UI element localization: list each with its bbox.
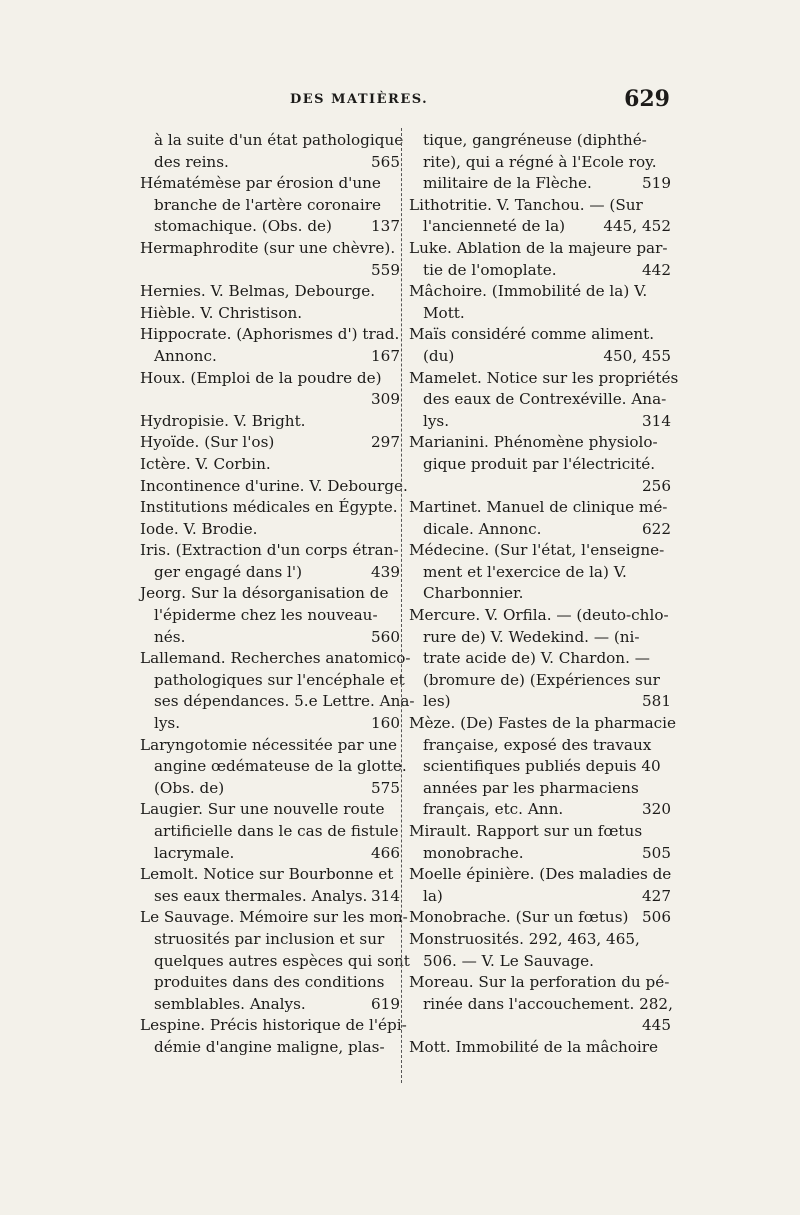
index-line: [409, 1015, 671, 1037]
index-entry-text: des eaux de Contrexéville. Ana-: [423, 390, 667, 409]
index-entry-text: Lallemand. Recherches anatomico-: [140, 649, 411, 668]
index-line: [140, 821, 400, 843]
index-line: [409, 281, 671, 303]
page-reference: 450, 455: [603, 346, 671, 365]
page-reference: 505: [642, 843, 671, 862]
index-entry-text: Monstruosités. 292, 463, 465,: [409, 929, 640, 948]
index-entry-text: tique, gangréneuse (diphthé-: [423, 131, 647, 149]
index-entry-text: Laryngotomie nécessitée par une: [140, 735, 397, 754]
page-reference: 445, 452: [603, 217, 671, 236]
index-entry-text: Institutions médicales en Égypte.: [140, 498, 398, 517]
index-line: [140, 843, 400, 865]
index-line: [409, 152, 671, 174]
index-entry-text: trate acide de) V. Chardon. —: [423, 649, 650, 668]
index-entry-text: Laugier. Sur une nouvelle route: [140, 800, 385, 819]
index-entry-text: rinée dans l'accouchement. 282,: [423, 994, 673, 1013]
index-entry-text: Mamelet. Notice sur les propriétés: [409, 368, 679, 387]
index-entry-text: Mirault. Rapport sur un fœtus: [409, 822, 643, 840]
index-line: [409, 216, 671, 238]
page-reference: 445: [642, 1016, 671, 1035]
index-entry-text: Moreau. Sur la perforation du pé-: [409, 973, 670, 992]
index-entry-text: militaire de la Flèche.: [423, 174, 592, 193]
index-line: [409, 713, 676, 735]
index-entry-text: Monobrache. (Sur un fœtus): [409, 908, 629, 927]
index-line: [409, 432, 671, 454]
page-reference: 427: [642, 886, 671, 905]
index-line: [409, 929, 671, 951]
index-line: [140, 411, 400, 433]
index-line: [409, 389, 671, 411]
index-entry-text: (bromure de) (Expériences sur: [423, 670, 660, 689]
index-entry-text: Le Sauvage. Mémoire sur les mon-: [140, 908, 408, 927]
index-entry-text: Iode. V. Brodie.: [140, 519, 258, 538]
index-column-left: [140, 130, 415, 1059]
index-line: [409, 195, 671, 217]
page-reference: 559: [371, 260, 400, 279]
page-reference: 581: [642, 692, 671, 711]
index-entry-text: les): [423, 692, 451, 711]
index-entry-text: produites dans des conditions: [154, 973, 385, 992]
index-line: [409, 324, 671, 346]
index-entry-text: Luke. Ablation de la majeure par-: [409, 238, 668, 257]
index-entry-text: Hippocrate. (Aphorismes d') trad.: [140, 325, 400, 344]
index-line: [140, 152, 400, 174]
index-line: [409, 627, 671, 649]
index-entry-text: lys.: [154, 714, 181, 733]
page-reference: 506: [642, 908, 671, 927]
page-reference: 622: [642, 519, 671, 538]
index-entry-text: Marianini. Phénomène physiolo-: [409, 433, 658, 452]
index-entry-text: Moelle épinière. (Des maladies de: [409, 865, 672, 884]
index-entry-text: la): [423, 886, 443, 905]
page-reference: 466: [371, 843, 400, 862]
page-header: [140, 86, 670, 120]
index-column-right: [409, 130, 679, 1059]
running-title: DES MATIÈRES.: [290, 92, 429, 107]
index-entry-text: quelques autres espèces qui sont: [154, 951, 410, 970]
index-line: [140, 324, 400, 346]
index-entry-text: rure de) V. Wedekind. — (ni-: [423, 627, 640, 646]
index-line: [409, 799, 671, 821]
index-entry-text: Ictère. V. Corbin.: [140, 454, 271, 473]
index-line: [409, 886, 671, 908]
index-line: [409, 238, 671, 260]
page-reference: 442: [642, 260, 671, 279]
index-entry-text: rite), qui a régné à l'Ecole roy.: [423, 152, 657, 171]
index-entry-text: française, exposé des travaux: [423, 735, 652, 754]
page-number: 629: [624, 86, 670, 112]
index-line: [409, 843, 671, 865]
index-entry-text: Hydropisie. V. Bright.: [140, 411, 306, 430]
index-entry-text: (du): [423, 346, 455, 365]
index-line: [409, 605, 671, 627]
index-entry-text: struosités par inclusion et sur: [154, 929, 385, 948]
index-line: [140, 648, 411, 670]
index-line: [140, 216, 400, 238]
index-entry-text: monobrache.: [423, 843, 524, 862]
index-line: [140, 864, 400, 886]
index-line: [140, 799, 400, 821]
index-line: [140, 389, 400, 411]
index-line: [140, 454, 400, 476]
index-line: [140, 540, 400, 562]
index-line: [409, 907, 671, 929]
index-line: [140, 907, 408, 929]
index-line: [140, 994, 400, 1016]
index-line: [140, 1037, 400, 1059]
index-line: [409, 735, 671, 757]
index-line: [409, 562, 671, 584]
index-line: [140, 756, 407, 778]
index-entry-text: Hièble. V. Christison.: [140, 303, 303, 322]
index-entry-text: Hyoïde. (Sur l'os): [140, 433, 275, 452]
index-line: [140, 605, 400, 627]
index-line: [140, 497, 400, 519]
index-line: [409, 454, 671, 476]
index-line: [140, 929, 400, 951]
index-line: [409, 864, 671, 886]
index-line: [409, 260, 671, 282]
index-line: [140, 886, 400, 908]
index-line: [140, 735, 400, 757]
index-line: [409, 583, 671, 605]
index-entry-text: l'épiderme chez les nouveau-: [154, 606, 378, 625]
index-line: [140, 778, 400, 800]
index-entry-text: Incontinence d'urine. V. Debourge.: [140, 476, 408, 495]
index-line: [409, 497, 671, 519]
index-line: [409, 303, 671, 325]
index-entry-text: des reins.: [154, 152, 229, 171]
index-line: [140, 951, 410, 973]
index-line: [409, 778, 671, 800]
index-line: [140, 432, 400, 454]
index-entry-text: Maïs considéré comme aliment.: [409, 325, 655, 344]
index-line: [409, 951, 671, 973]
page-reference: 314: [642, 411, 671, 430]
index-line: [409, 972, 671, 994]
index-entry-text: Lithotritie. V. Tanchou. — (Sur: [409, 195, 643, 214]
page-reference: 309: [371, 390, 400, 409]
index-entry-text: Hermaphrodite (sur une chèvre).: [140, 238, 396, 257]
index-entry-text: dicale. Annonc.: [423, 519, 542, 538]
index-entry-text: Lemolt. Notice sur Bourbonne et: [140, 865, 394, 884]
page-reference: 575: [371, 778, 400, 797]
index-line: [140, 691, 415, 713]
index-line: [409, 476, 671, 498]
index-line: [140, 583, 400, 605]
index-entry-text: français, etc. Ann.: [423, 800, 564, 819]
index-line: [140, 627, 400, 649]
index-entry-text: scientifiques publiés depuis 40: [423, 757, 661, 776]
index-line: [409, 994, 671, 1016]
index-line: [140, 368, 400, 390]
index-line: [140, 1015, 407, 1037]
index-line: [409, 540, 671, 562]
index-line: [409, 173, 671, 195]
index-line: [140, 303, 400, 325]
index-entry-text: pathologiques sur l'encéphale et: [154, 670, 405, 689]
index-entry-text: Mott. Immobilité de la mâchoire: [409, 1037, 658, 1056]
index-line: [140, 130, 404, 152]
index-line: [140, 476, 408, 498]
index-line: [409, 519, 671, 541]
index-entry-text: branche de l'artère coronaire: [154, 195, 381, 214]
index-line: [409, 1037, 671, 1059]
index-entry-text: Lespine. Précis historique de l'épi-: [140, 1016, 407, 1035]
index-line: [140, 346, 400, 368]
index-line: [140, 670, 405, 692]
index-line: [409, 648, 671, 670]
index-entry-text: nés.: [154, 627, 186, 646]
index-line: [409, 130, 671, 152]
page-reference: 320: [642, 800, 671, 819]
index-entry-text: lacrymale.: [154, 843, 235, 862]
index-entry-text: ger engagé dans l'): [154, 562, 303, 581]
page-reference: 439: [371, 562, 400, 581]
index-line: [409, 821, 671, 843]
page-reference: 256: [642, 476, 671, 495]
index-entry-text: ses dépendances. 5.e Lettre. Ana-: [154, 692, 415, 711]
index-entry-text: tie de l'omoplate.: [423, 260, 557, 279]
page-reference: 560: [371, 627, 400, 646]
index-entry-text: Annonc.: [154, 346, 217, 365]
index-line: [409, 756, 671, 778]
index-line: [140, 519, 400, 541]
index-entry-text: angine œdémateuse de la glotte.: [154, 757, 407, 776]
index-entry-text: Iris. (Extraction d'un corps étran-: [140, 541, 399, 560]
index-line: [140, 713, 400, 735]
index-entry-text: Jeorg. Sur la désorganisation de: [140, 584, 389, 603]
index-entry-text: Médecine. (Sur l'état, l'enseigne-: [409, 541, 665, 560]
index-line: [409, 368, 679, 390]
page-reference: 519: [642, 174, 671, 193]
index-line: [140, 238, 400, 260]
index-entry-text: années par les pharmaciens: [423, 778, 639, 797]
index-line: [409, 691, 671, 713]
index-line: [140, 195, 400, 217]
index-entry-text: semblables. Analys.: [154, 994, 306, 1013]
index-entry-text: (Obs. de): [154, 778, 225, 797]
page-reference: 167: [371, 346, 400, 365]
index-line: [140, 173, 400, 195]
index-entry-text: démie d'angine maligne, plas-: [154, 1037, 385, 1056]
page-reference: 137: [371, 217, 400, 236]
index-line: [409, 411, 671, 433]
index-entry-text: Charbonnier.: [423, 584, 524, 603]
index-entry-text: stomachique. (Obs. de): [154, 217, 332, 236]
page-reference: 619: [371, 994, 400, 1013]
column-divider: [401, 128, 403, 1083]
index-entry-text: Mott.: [423, 303, 465, 322]
index-entry-text: Martinet. Manuel de clinique mé-: [409, 498, 668, 517]
index-entry-text: Houx. (Emploi de la poudre de): [140, 368, 382, 387]
page-reference: 314: [371, 886, 400, 905]
index-line: [140, 260, 400, 282]
index-entry-text: artificielle dans le cas de fistule: [154, 822, 399, 840]
index-line: [140, 562, 400, 584]
page-reference: 565: [371, 152, 400, 171]
page-reference: 297: [371, 433, 400, 452]
index-entry-text: Mercure. V. Orfila. — (deuto-chlo-: [409, 606, 669, 625]
index-line: [409, 346, 671, 368]
index-entry-text: gique produit par l'électricité.: [423, 454, 656, 473]
index-entry-text: Hématémèse par érosion d'une: [140, 174, 381, 193]
page-reference: 160: [371, 714, 400, 733]
index-entry-text: lys.: [423, 411, 450, 430]
index-entry-text: ses eaux thermales. Analys.: [154, 886, 368, 905]
index-entry-text: ment et l'exercice de la) V.: [423, 562, 627, 581]
index-entry-text: 506. — V. Le Sauvage.: [423, 951, 594, 970]
index-entry-text: Hernies. V. Belmas, Debourge.: [140, 282, 376, 301]
index-entry-text: l'ancienneté de la): [423, 217, 566, 236]
index-line: [409, 670, 671, 692]
index-line: [140, 972, 400, 994]
index-entry-text: Mâchoire. (Immobilité de la) V.: [409, 282, 648, 301]
index-entry-text: Mèze. (De) Fastes de la pharmacie: [409, 714, 676, 733]
index-entry-text: à la suite d'un état pathologique: [154, 131, 404, 149]
index-line: [140, 281, 400, 303]
